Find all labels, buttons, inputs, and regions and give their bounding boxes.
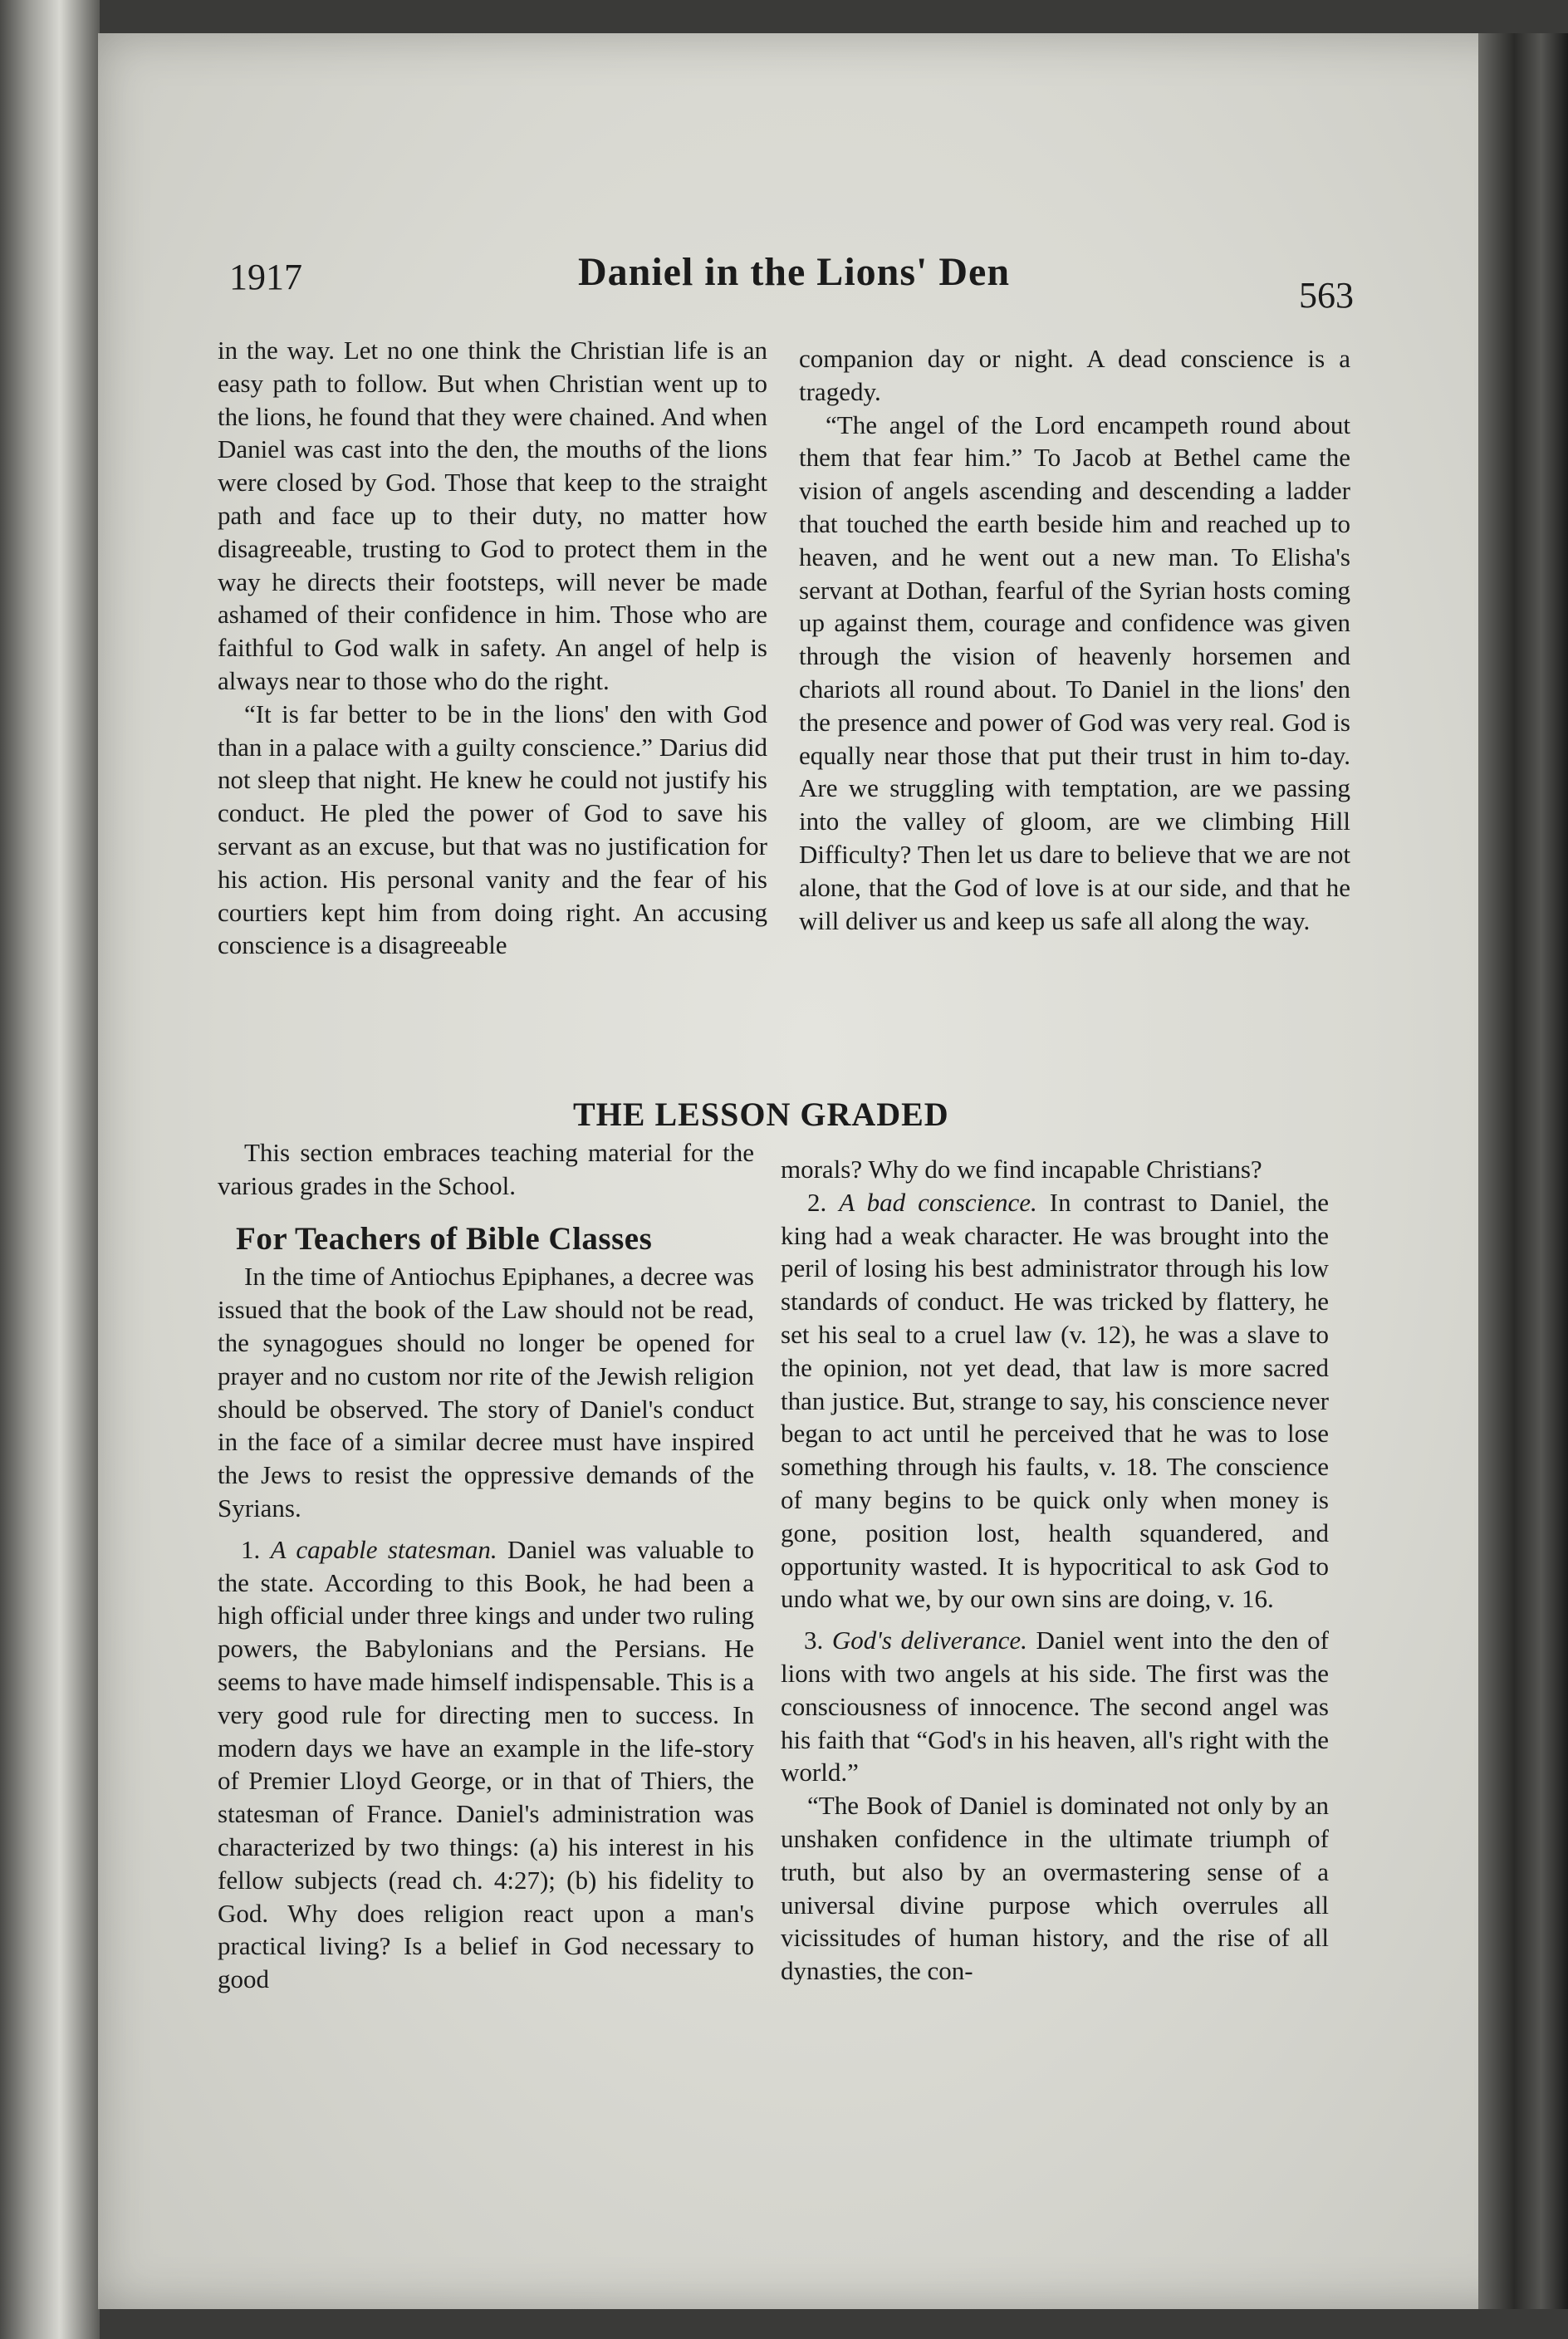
- paragraph: “It is far better to be in the lions' den with God than in a palace with a guilty conscience.” Darius did not sleep that night. He knew he could not justify his conduct. He pled the power of God to save his servant as an excuse, but that was no justification for his action. His personal vanity and the fear of his courtiers kept him from doing right. An accusing conscience is a disagreeable: [218, 699, 767, 960]
- item-title: A bad conscience.: [839, 1187, 1037, 1217]
- quote-paragraph: “The Book of Daniel is dominated not only by an unshaken confidence in the ultimate triumph of truth, but also by an overmastering sense of a universal divine purpose which overrules all vicissitudes of human history, and the rise of all dynasties, the con-: [781, 1791, 1329, 1986]
- paragraph: companion day or night. A dead conscience is a tragedy.: [799, 344, 1350, 406]
- item-number: 2.: [807, 1187, 827, 1217]
- page-number: 563: [1299, 275, 1354, 316]
- paragraph: “The angel of the Lord encampeth round about them that fear him.” To Jacob at Bethel came the vision of angels ascending and descending a ladder that touched the earth beside him and reached up to heaven, and he went out a new man. To Elisha's servant at Dothan, fearful of the Syrian hosts coming up against them, courage and confidence was given through the vision of heavenly horsemen and chariots all round about. To Daniel in the lions' den the presence and power of God was very real. God is equally near those that put their trust in him to-day. Are we struggling with temptation, are we passing into the valley of gloom, are we climbing Hill Difficulty? Then let us dare to believe that we are not alone, that the God of love is at our side, and that he will deliver us and keep us safe all along the way.: [799, 409, 1350, 935]
- item-number: 1.: [241, 1534, 261, 1564]
- item-number: 3.: [804, 1626, 824, 1655]
- subheading: For Teachers of Bible Classes: [236, 1220, 653, 1257]
- bottom-left-column: [218, 1136, 754, 1996]
- numbered-paragraph: [218, 1533, 754, 1996]
- item-text: Daniel went into the den of lions with two angels at his side. The first was the consciousness of innocence. The second angel was his faith that “God's in his heaven, all's right with the world.”: [781, 1626, 1329, 1787]
- numbered-paragraph: [781, 1186, 1329, 1616]
- bottom-right-column: [781, 1153, 1329, 1988]
- numbered-paragraph: [781, 1624, 1329, 1789]
- right-book-edge: [1478, 33, 1568, 2309]
- intro-paragraph: This section embraces teaching material for the various grades in the School.: [218, 1138, 754, 1200]
- item-title: God's deliverance.: [831, 1626, 1027, 1655]
- header-year: 1917: [229, 257, 302, 297]
- section-heading: THE LESSON GRADED: [573, 1096, 949, 1133]
- paragraph: morals? Why do we find incapable Christians?: [781, 1155, 1262, 1184]
- left-book-edge: [0, 0, 100, 2339]
- item-title: A capable statesman.: [270, 1534, 497, 1564]
- item-text: In contrast to Daniel, the king had a weak character. He was brought into the peril of losing his best administrator through his low standards of conduct. He was tricked by flattery, he set his seal to a cruel law (v. 12), he was a slave to the opinion, not yet dead, that law is more sacred than justice. But, strange to say, his conscience never began to act until he perceived that he was to lose something through his faults, v. 18. The conscience of many begins to be quick only when money is gone, position lost, health squandered, and opportunity wasted. It is hypocritical to ask God to undo what we, by our own sins are doing, v. 16.: [781, 1187, 1330, 1614]
- page-header: [229, 249, 1359, 316]
- item-text: Daniel was valuable to the state. According to this Book, he had been a high official under three kings and under two ruling powers, the Babylonians and the Persians. He seems to have made himself indispensable. This is a very good rule for directing men to success. In modern days we have an example in the life-story of Premier Lloyd George, or in that of Thiers, the statesman of France. Daniel's administration was characterized by two things: (a) his interest in his fellow subjects (read ch. 4:27); (b) his fidelity to God. Why does religion react upon a man's practical living? Is a belief in God necessary to good: [218, 1534, 754, 1994]
- top-right-column: [799, 342, 1350, 937]
- paragraph: In the time of Antiochus Epiphanes, a decree was issued that the book of the Law should not be read, the synagogues should no longer be opened for prayer and no custom nor rite of the Jewish religion should be observed. The story of Daniel's conduct in the face of a similar decree must have inspired the Jews to resist the oppressive demands of the Syrians.: [218, 1262, 754, 1523]
- top-left-column: [218, 334, 767, 962]
- running-title: Daniel in the Lions' Den: [577, 250, 1011, 294]
- paragraph: in the way. Let no one think the Christian life is an easy path to follow. But when Christian went up to the lions, he found that they were chained. And when Daniel was cast into the den, the mouths of the lions were closed by God. Those that keep to the straight path and face up to their duty, no matter how disagreeable, trusting to God to protect them in the way he directs their footsteps, will never be made ashamed of their confidence in him. Those who are faithful to God walk in safety. An angel of help is always near to those who do the right.: [218, 336, 767, 695]
